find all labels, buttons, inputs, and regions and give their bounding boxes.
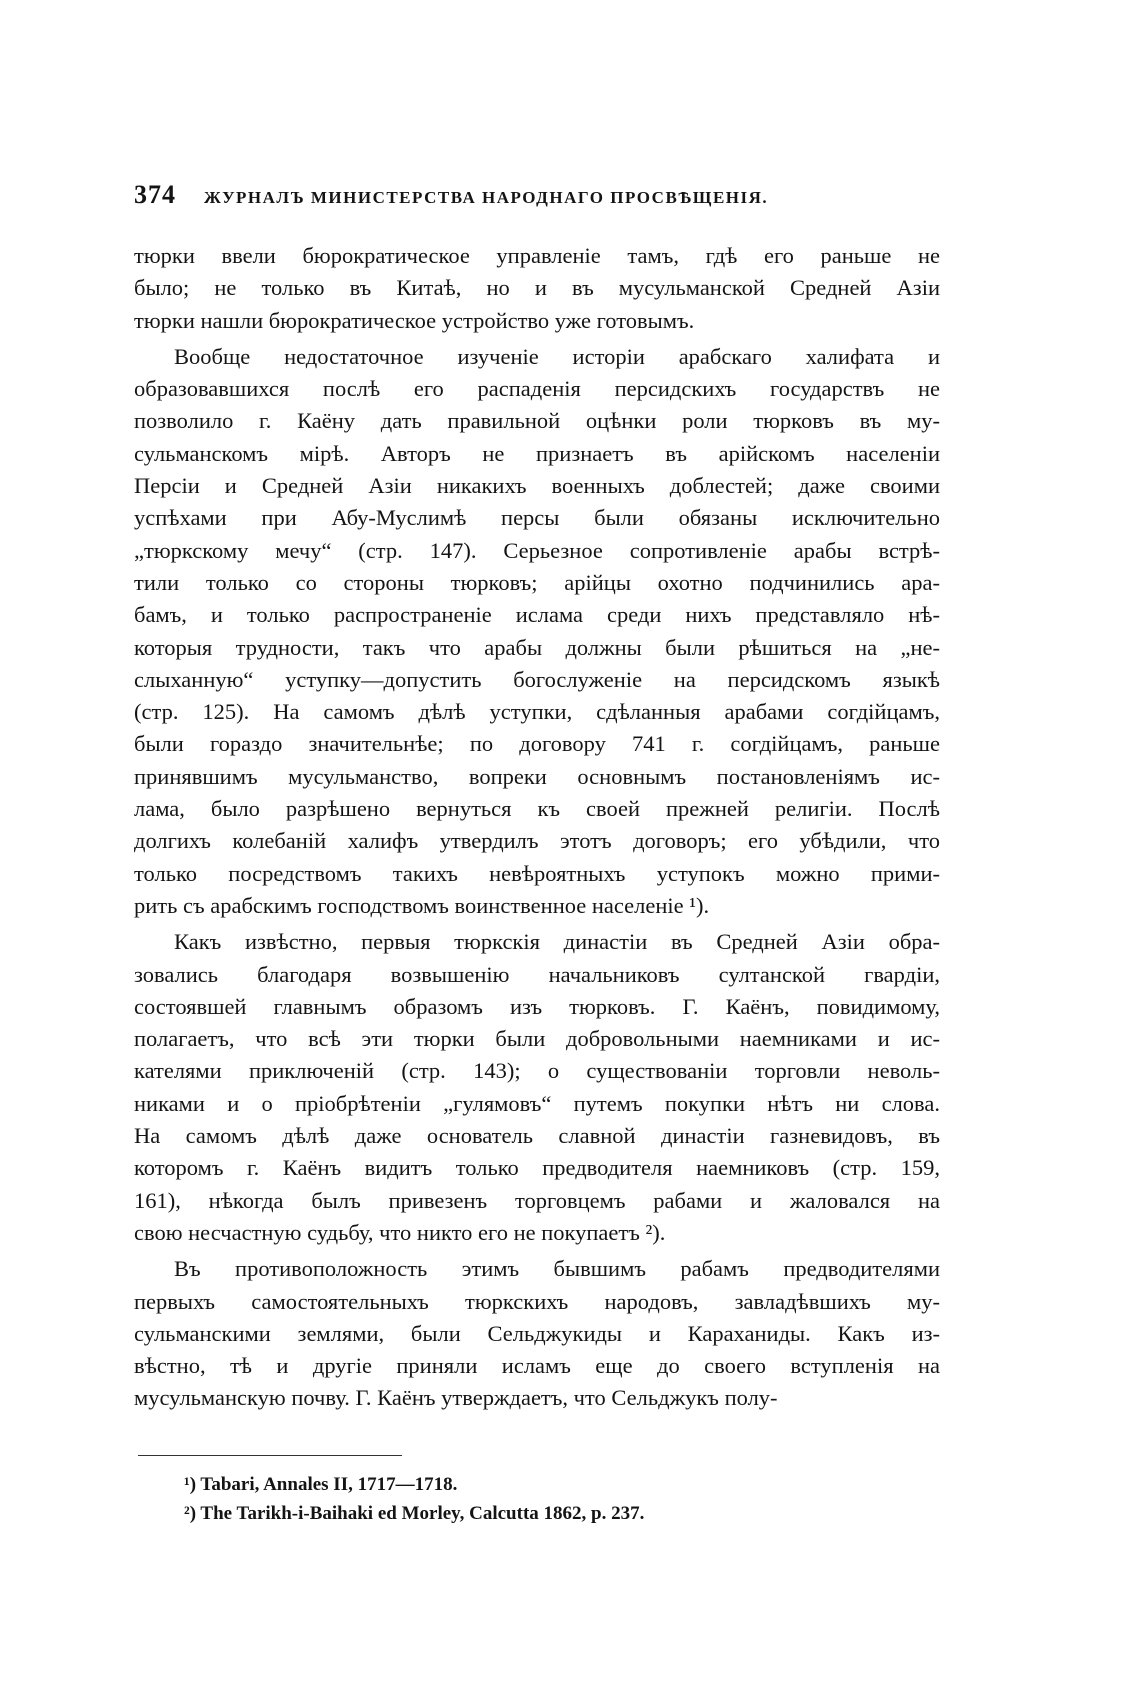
text-line: зовались благодаря возвышенію начальниковъ султанской гвардіи, bbox=[134, 961, 940, 987]
text-line: образовавшихся послѣ его распаденія персидскихъ государствъ не bbox=[134, 376, 940, 402]
text-line: свою несчастную судьбу, что никто его не покупаетъ ²). bbox=[134, 1219, 666, 1245]
footnote-1: ¹) Tabari, Annales II, 1717—1718. bbox=[184, 1473, 458, 1495]
text-line: было; не только въ Китаѣ, но и въ мусульманской Средней Азіи bbox=[134, 275, 940, 301]
paragraph bbox=[134, 240, 940, 337]
text-line: бамъ, и только распространеніе ислама среди нихъ представляло нѣ- bbox=[134, 602, 940, 628]
page-number: 374 bbox=[134, 180, 176, 209]
footnote-divider bbox=[138, 1455, 402, 1456]
text-line: которомъ г. Каёнъ видитъ только предводителя наемниковъ (стр. 159, bbox=[134, 1155, 940, 1181]
footnotes bbox=[134, 1470, 940, 1528]
footnote-2: ²) The Tarikh-i-Baihaki ed Morley, Calcutta 1862, p. 237. bbox=[184, 1502, 645, 1524]
paragraph bbox=[134, 341, 940, 922]
text-line: успѣхами при Абу-Муслимѣ персы были обязаны исключительно bbox=[134, 505, 940, 531]
text-line: Какъ извѣстно, первыя тюркскія династіи въ Средней Азіи обра- bbox=[174, 929, 940, 955]
text-line: никами и о пріобрѣтеніи „гулямовъ“ путемъ покупки нѣтъ ни слова. bbox=[134, 1090, 940, 1116]
text-line: Вообще недостаточное изученіе исторіи арабскаго халифата и bbox=[174, 343, 940, 369]
paragraph bbox=[134, 1253, 940, 1414]
text-line: Персіи и Средней Азіи никакихъ военныхъ доблестей; даже своими bbox=[134, 473, 940, 499]
text-line: сульманскомъ мірѣ. Авторъ не признаетъ въ арійскомъ населеніи bbox=[134, 440, 940, 466]
text-line: состоявшей главнымъ образомъ изъ тюрковъ. Г. Каёнъ, повидимому, bbox=[134, 993, 940, 1019]
text-line: тюрки ввели бюрократическое управленіе тамъ, гдѣ его раньше не bbox=[134, 243, 940, 268]
text-line: рить съ арабскимъ господствомъ воинственное населеніе ¹). bbox=[134, 892, 710, 918]
text-line: сульманскими землями, были Сельджукиды и Караханиды. Какъ из- bbox=[134, 1320, 940, 1346]
text-line: только посредствомъ такихъ невѣроятныхъ уступокъ можно прими- bbox=[134, 860, 940, 886]
text-line: лама, было разрѣшено вернуться къ своей прежней религіи. Послѣ bbox=[134, 796, 940, 822]
text-line: которыя трудности, такъ что арабы должны были рѣшиться на „не- bbox=[134, 634, 940, 660]
text-line: принявшимъ мусульманство, вопреки основнымъ постановленіямъ ис- bbox=[134, 763, 940, 789]
text-line: мусульманскую почву. Г. Каёнъ утверждаетъ, что Сельджукъ полу- bbox=[134, 1385, 778, 1411]
text-line: тюрки нашли бюрократическое устройство уже готовымъ. bbox=[134, 307, 695, 333]
text-line: первыхъ самостоятельныхъ тюркскихъ народовъ, завладѣвшихъ му- bbox=[134, 1288, 940, 1314]
text-line: полагаетъ, что всѣ эти тюрки были добровольными наемниками и ис- bbox=[134, 1026, 940, 1052]
text-line: Въ противоположность этимъ бывшимъ рабамъ предводителями bbox=[174, 1256, 940, 1282]
paragraph bbox=[134, 926, 940, 1249]
running-title: ЖУРНАЛЪ МИНИСТЕРСТВА НАРОДНАГО ПРОСВѢЩЕНІЯ. bbox=[204, 188, 769, 207]
text-line: (стр. 125). На самомъ дѣлѣ уступки, сдѣланныя арабами согдійцамъ, bbox=[134, 699, 940, 725]
text-line: 161), нѣкогда былъ привезенъ торговцемъ рабами и жаловался на bbox=[134, 1187, 940, 1213]
text-line: вѣстно, тѣ и другіе приняли исламъ еще до своего вступленія на bbox=[134, 1353, 940, 1379]
page bbox=[134, 180, 940, 1528]
text-line: На самомъ дѣлѣ даже основатель славной династіи газневидовъ, въ bbox=[134, 1123, 940, 1149]
body-text bbox=[134, 240, 940, 1415]
text-line: слыханную“ уступку—допустить богослуженіе на персидскомъ языкѣ bbox=[134, 666, 940, 692]
text-line: были гораздо значительнѣе; по договору 741 г. согдійцамъ, раньше bbox=[134, 731, 940, 757]
text-line: позволило г. Каёну дать правильной оцѣнки роли тюрковъ въ му- bbox=[134, 408, 940, 434]
text-line: „тюркскому мечу“ (стр. 147). Серьезное сопротивленіе арабы встрѣ- bbox=[134, 537, 940, 563]
text-line: тили только со стороны тюрковъ; арійцы охотно подчинились ара- bbox=[134, 569, 940, 595]
text-line: кателями приключеній (стр. 143); о существованіи торговли неволь- bbox=[134, 1058, 940, 1084]
text-line: долгихъ колебаній халифъ утвердилъ этотъ договоръ; его убѣдили, что bbox=[134, 828, 940, 854]
page-header bbox=[134, 180, 940, 224]
